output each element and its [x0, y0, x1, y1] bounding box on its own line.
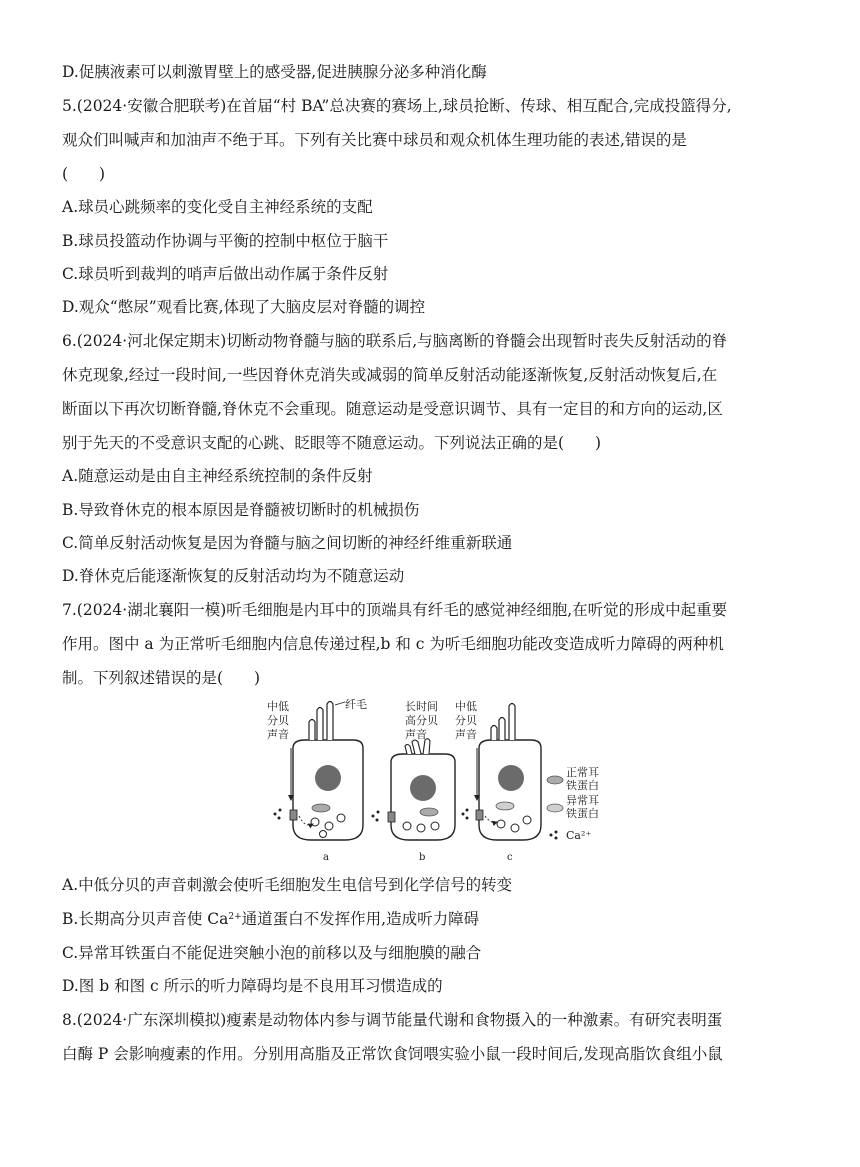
svg-text:分贝: 分贝	[267, 714, 289, 727]
q7-stem-line-2: 作用。图中 a 为正常听毛细胞内信息传递过程,b 和 c 为听毛细胞功能改变造成听力障碍的两种机	[62, 635, 724, 653]
svg-text:声音: 声音	[405, 728, 427, 741]
label-low-db-a: 中低	[267, 700, 289, 713]
caption-b: b	[419, 852, 426, 863]
abnormal-ferritin-icon	[547, 804, 563, 812]
nucleus-icon	[498, 765, 524, 791]
q6-stem-line-4: 别于先天的不受意识支配的心跳、眨眼等不随意运动。下列说法正确的是( )	[62, 434, 602, 452]
svg-text:高分贝: 高分贝	[405, 714, 438, 727]
cell-c	[455, 699, 541, 863]
svg-text:声音: 声音	[267, 728, 289, 741]
q7-option-b: B.长期高分贝声音使 $Ca^{2+}$通道蛋白不发挥作用,造成听力障碍	[62, 910, 480, 928]
legend-calcium: Ca²⁺	[566, 829, 592, 842]
svg-text:铁蛋白: 铁蛋白	[566, 779, 599, 792]
q8-stem-line-2: 白酶 P 会影响瘦素的作用。分别用高脂及正常饮食饲喂实验小鼠一段时间后,发现高脂饮食组小鼠	[62, 1045, 723, 1063]
legend-abnormal-ferritin: 异常耳	[566, 794, 599, 807]
caption-c: c	[507, 852, 513, 863]
svg-text:铁蛋白: 铁蛋白	[566, 807, 599, 820]
q5-stem-line-2: 观众们叫喊声和加油声不绝于耳。下列有关比赛中球员和观众机体生理功能的表述,错误的是	[62, 131, 687, 149]
cilia-icon	[317, 708, 323, 741]
hair-cell-figure	[265, 698, 599, 865]
q5-option-a: A.球员心跳频率的变化受自主神经系统的支配	[62, 198, 373, 216]
label-low-db-c: 中低	[455, 700, 477, 713]
q6-stem-line-1: 6.(2024·河北保定期末)切断动物脊髓与脑的联系后,与脑离断的脊髓会出现暂时丧失反射活动的脊	[62, 332, 728, 350]
q6-stem-line-3: 断面以下再次切断脊髓,脊休克不会重现。随意运动是受意识调节、具有一定目的和方向的运动,区	[62, 400, 723, 418]
cell-b	[372, 699, 456, 863]
caption-a: a	[323, 852, 329, 863]
svg-text:声音: 声音	[455, 728, 477, 741]
nucleus-icon	[315, 765, 341, 791]
q6-stem-line-2: 休克现象,经过一段时间,一些因脊休克消失或减弱的简单反射活动能逐渐恢复,反射活动恢复后,在	[62, 366, 718, 384]
label-long-high-db: 长时间	[405, 700, 438, 713]
q5-option-c: C.球员听到裁判的哨声后做出动作属于条件反射	[62, 265, 389, 283]
calcium-ion-icon	[550, 834, 553, 837]
q7-option-c: C.异常耳铁蛋白不能促进突触小泡的前移以及与细胞膜的融合	[62, 944, 482, 962]
q5-answer-bracket: ( )	[62, 165, 106, 183]
q7-stem-line-1: 7.(2024·湖北襄阳一模)听毛细胞是内耳中的顶端具有纤毛的感觉神经细胞,在听觉的形成中起重要	[62, 601, 728, 619]
q5-option-d: D.观众“憋尿”观看比赛,体现了大脑皮层对脊髓的调控	[62, 298, 426, 316]
q6-option-d: D.脊休克后能逐渐恢复的反射活动均为不随意运动	[62, 567, 405, 585]
q6-option-c: C.简单反射活动恢复是因为脊髓与脑之间切断的神经纤维重新联通	[62, 534, 513, 552]
q7-option-d: D.图 b 和图 c 所示的听力障碍均是不良用耳习惯造成的	[62, 977, 443, 995]
q8-stem-line-1: 8.(2024·广东深圳模拟)瘦素是动物体内参与调节能量代谢和食物摄入的一种激素。有研究表明蛋	[62, 1011, 723, 1029]
nucleus-icon	[410, 775, 436, 801]
normal-ferritin-icon	[547, 776, 563, 784]
q5-option-b: B.球员投篮动作协调与平衡的控制中枢位于脑干	[62, 232, 389, 250]
svg-text:分贝: 分贝	[455, 714, 477, 727]
label-cilia: 纤毛	[345, 698, 367, 711]
figure-legend	[547, 765, 599, 842]
q5-stem-line-1: 5.(2024·安徽合肥联考)在首届“村 BA”总决赛的赛场上,球员抢断、传球、相互配合,完成投篮得分,	[62, 97, 732, 115]
legend-normal-ferritin: 正常耳	[566, 766, 599, 779]
q7-stem-line-3: 制。下列叙述错误的是( )	[62, 669, 261, 687]
q6-option-b: B.导致脊休克的根本原因是脊髓被切断时的机械损伤	[62, 501, 420, 519]
q6-option-a: A.随意运动是由自主神经系统控制的条件反射	[62, 467, 373, 485]
q7-option-a: A.中低分贝的声音刺激会使听毛细胞发生电信号到化学信号的转变	[62, 876, 513, 894]
cell-a	[267, 698, 367, 863]
q4-option-d: D.促胰液素可以刺激胃壁上的感受器,促进胰腺分泌多种消化酶	[62, 63, 487, 81]
